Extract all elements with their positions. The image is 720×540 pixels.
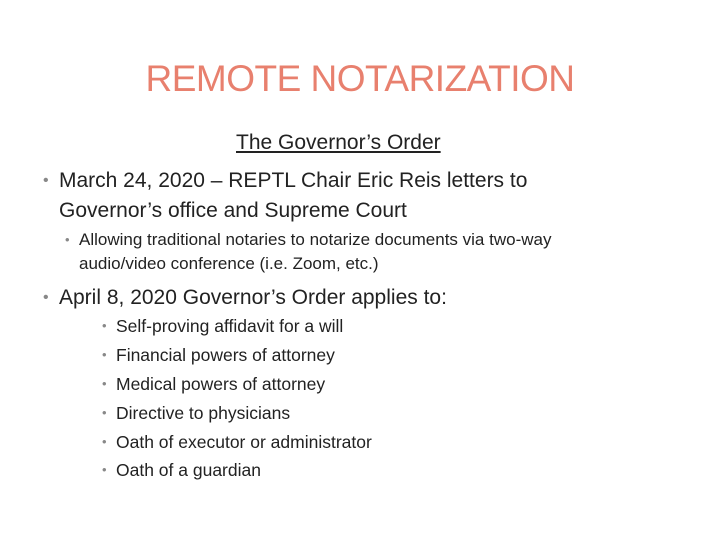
bullet-dot-icon: • [65,232,70,247]
bullet-text: April 8, 2020 Governor’s Order applies to: [59,286,447,309]
list-item-text: Self-proving affidavit for a will [116,316,344,336]
slide-subtitle: The Governor’s Order [236,131,441,154]
bullet-dot-icon: • [102,347,107,362]
list-item [102,401,291,425]
list-item-text: Oath of executor or administrator [116,432,372,452]
list-item [102,372,326,396]
sub-bullet-remote-notarize [65,228,552,276]
bullet-dot-icon: • [102,434,107,449]
bullet-dot-icon: • [102,405,107,420]
bullet-dot-icon: • [102,462,107,477]
bullet-dot-icon: • [102,376,107,391]
list-item [102,458,261,482]
bullet-dot-icon: • [102,318,107,333]
list-item-text: Directive to physicians [116,403,291,423]
bullet-april-8 [43,283,447,313]
bullet-march-24 [43,166,528,226]
bullet-text-line-1: March 24, 2020 – REPTL Chair Eric Reis letters to [59,169,528,192]
list-item-text: Oath of a guardian [116,460,261,480]
sub-bullet-text-line-2: audio/video conference (i.e. Zoom, etc.) [79,254,379,273]
list-item [102,343,335,367]
slide-title: REMOTE NOTARIZATION [145,58,575,99]
sub-bullet-text-line-1: Allowing traditional notaries to notarize documents via two-way [79,230,552,249]
list-item [102,314,344,338]
bullet-dot-icon: • [43,172,49,189]
bullet-dot-icon: • [43,289,49,306]
list-item-text: Medical powers of attorney [116,374,326,394]
bullet-text-line-2: Governor’s office and Supreme Court [59,199,407,222]
list-item [102,430,372,454]
list-item-text: Financial powers of attorney [116,345,335,365]
